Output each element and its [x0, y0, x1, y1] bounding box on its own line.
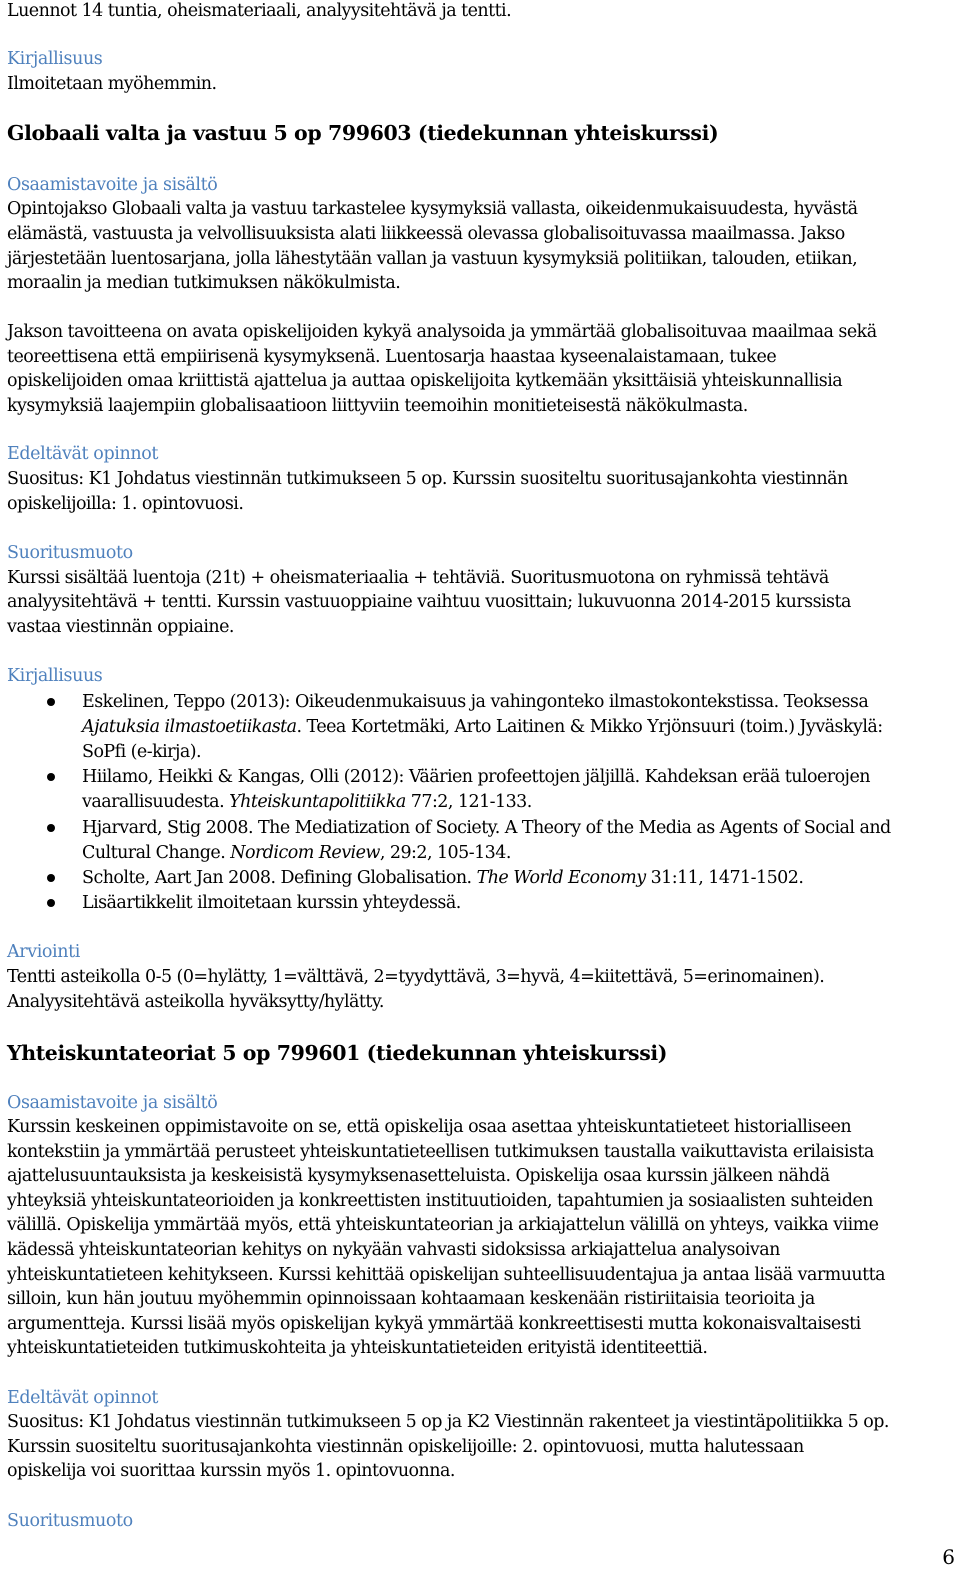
body-line: Kurssin suositeltu suoritusajankohta viestinnän opiskelijoille: 2. opintovuosi, mutta halutessaan: [7, 1437, 804, 1457]
reference-journal: Nordicom Review: [230, 843, 380, 863]
reference-text: , 29:2, 105-134.: [379, 843, 511, 863]
bullet-icon: [47, 899, 55, 907]
reference-journal: Yhteiskuntapolitiikka: [229, 792, 406, 812]
literature-heading: Kirjallisuus: [7, 49, 103, 69]
reference-text: 31:11, 1471-1502.: [645, 868, 804, 888]
reference-text: Cultural Change.: [82, 843, 231, 863]
reference-line: [82, 790, 532, 814]
body-line: Opintojakso Globaali valta ja vastuu tarkastelee kysymyksiä vallasta, oikeidenmukaisuudesta, hyvästä: [7, 199, 858, 219]
body-line: kädessä yhteiskuntateorian kehitys on nykyään vahvasti sidoksissa arkiajattelua analysoivan: [7, 1240, 780, 1260]
reference-line: Lisäartikkelit ilmoitetaan kurssin yhteydessä.: [82, 893, 461, 913]
body-line: kysymyksiä laajempiin globalisaatioon liittyviin teemoihin monitieteisestä näkökulmasta.: [7, 396, 748, 416]
bullet-icon: [47, 824, 55, 832]
body-line: opiskelijoilla: 1. opintovuosi.: [7, 494, 244, 514]
reference-line: Eskelinen, Teppo (2013): Oikeudenmukaisuus ja vahingonteko ilmastokontekstissa. Teoksessa: [82, 692, 869, 712]
body-line: yhteiskuntatieteiden tutkimuskohteita ja yhteiskuntatieteiden erityistä identiteettiä.: [7, 1338, 708, 1358]
prerequisites-heading: Edeltävät opinnot: [7, 444, 158, 464]
body-line: analyysitehtävä + tentti. Kurssin vastuuoppiaine vaihtuu vuosittain; lukuvuonna 2014-2015 kurssista: [7, 592, 851, 612]
body-line: opiskelija voi suorittaa kurssin myös 1. opintovuonna.: [7, 1461, 455, 1481]
body-line: yhteiskuntatieteen kehitykseen. Kurssi kehittää opiskelijan suhteellisuudentajua ja antaa lisää varmuutta: [7, 1265, 886, 1285]
completion-method-heading: Suoritusmuoto: [7, 543, 133, 563]
body-line: kontekstiin ja ymmärtää perusteet yhteiskuntatieteellisen tutkimuksen taustalla vaikuttavista erilaisista: [7, 1142, 874, 1162]
body-line: ajattelusuuntauksista ja keskeisistä kysymyksenasetteluista. Opiskelija osaa kurssin jälkeen nähdä: [7, 1166, 830, 1186]
literature-text: Ilmoitetaan myöhemmin.: [7, 74, 217, 94]
reference-line: [82, 841, 511, 865]
bullet-icon: [47, 698, 55, 706]
reference-line: SoPfi (e-kirja).: [82, 742, 202, 762]
completion-method-heading: Suoritusmuoto: [7, 1511, 133, 1531]
body-line: argumentteja. Kurssi lisää myös opiskelijan kykyä ymmärtää konkreettisesti mutta kokonaisvaltaisesti: [7, 1314, 861, 1334]
body-line: vastaa viestinnän oppiaine.: [7, 617, 234, 637]
body-line: Suositus: K1 Johdatus viestinnän tutkimukseen 5 op. Kurssin suositeltu suoritusajankohta viestinnän: [7, 469, 848, 489]
reference-line: [82, 866, 803, 890]
reference-text: 77:2, 121-133.: [405, 792, 532, 812]
body-line: silloin, kun hän joutuu myöhemmin opinnoissaan kohtaamaan keskenään ristiriitaisia teorioita ja: [7, 1289, 815, 1309]
course-title: Yhteiskuntateoriat 5 op 799601 (tiedekunnan yhteiskurssi): [7, 1041, 668, 1065]
body-line: järjestetään luentosarjana, jolla lähestytään vallan ja vastuun kysymyksiä politiikan, talouden, etiikan,: [7, 249, 858, 269]
body-line: yhteyksiä yhteiskuntateorioiden ja konkreettisten instituutioiden, tapahtumien ja sosiaalisten suhteiden: [7, 1191, 873, 1211]
literature-heading: Kirjallisuus: [7, 666, 103, 686]
body-line: moraalin ja median tutkimuksen näkökulmista.: [7, 273, 401, 293]
objectives-heading: Osaamistavoite ja sisältö: [7, 175, 218, 195]
page-number: 6: [942, 1545, 955, 1569]
bullet-icon: [47, 874, 55, 882]
reference-line: Hiilamo, Heikki & Kangas, Olli (2012): Väärien profeettojen jäljillä. Kahdeksan erää tuloerojen: [82, 767, 870, 787]
body-line: Analyysitehtävä asteikolla hyväksytty/hylätty.: [7, 992, 384, 1012]
body-line: Suositus: K1 Johdatus viestinnän tutkimukseen 5 op ja K2 Viestinnän rakenteet ja viestintäpolitiikka 5 op.: [7, 1412, 889, 1432]
assessment-heading: Arviointi: [7, 942, 80, 962]
reference-journal: The World Economy: [476, 868, 646, 888]
reference-text: vaarallisuudesta.: [82, 792, 230, 812]
body-line: teoreettisena että empiirisenä kysymyksenä. Luentosarja haastaa kyseenalaistamaan, tukee: [7, 347, 777, 367]
course-title: Globaali valta ja vastuu 5 op 799603 (tiedekunnan yhteiskurssi): [7, 121, 719, 145]
reference-text: Scholte, Aart Jan 2008. Defining Globalisation.: [82, 868, 477, 888]
reference-line: Hjarvard, Stig 2008. The Mediatization of Society. A Theory of the Media as Agents of Social and: [82, 818, 891, 838]
body-line: Kurssin keskeinen oppimistavoite on se, että opiskelija osaa asettaa yhteiskuntatieteet historialliseen: [7, 1117, 852, 1137]
reference-title: Ajatuksia ilmastoetiikasta: [82, 717, 297, 737]
objectives-heading: Osaamistavoite ja sisältö: [7, 1093, 218, 1113]
intro-line: Luennot 14 tuntia, oheismateriaali, analyysitehtävä ja tentti.: [7, 1, 512, 21]
bullet-icon: [47, 773, 55, 781]
reference-text: . Teea Kortetmäki, Arto Laitinen & Mikko Yrjönsuuri (toim.) Jyväskylä:: [296, 717, 883, 737]
reference-line: [82, 715, 883, 739]
body-line: Jakson tavoitteena on avata opiskelijoiden kykyä analysoida ja ymmärtää globalisoituvaa maailmaa sekä: [7, 322, 877, 342]
prerequisites-heading: Edeltävät opinnot: [7, 1388, 158, 1408]
body-line: elämästä, vastuusta ja velvollisuuksista alati liikkeessä olevassa globalisoituvassa maailmassa. Jakso: [7, 224, 845, 244]
body-line: Kurssi sisältää luentoja (21t) + oheismateriaalia + tehtäviä. Suoritusmuotona on ryhmissä tehtävä: [7, 568, 829, 588]
body-line: välillä. Opiskelija ymmärtää myös, että yhteiskuntateorian ja arkiajattelun välillä on yhteys, vaikka viime: [7, 1215, 879, 1235]
body-line: opiskelijoiden omaa kriittistä ajattelua ja auttaa opiskelijoita kytkemään yksittäisiä yhteiskunnallisia: [7, 371, 843, 391]
body-line: Tentti asteikolla 0-5 (0=hylätty, 1=välttävä, 2=tyydyttävä, 3=hyvä, 4=kiitettävä, 5=erinomainen).: [7, 967, 825, 987]
